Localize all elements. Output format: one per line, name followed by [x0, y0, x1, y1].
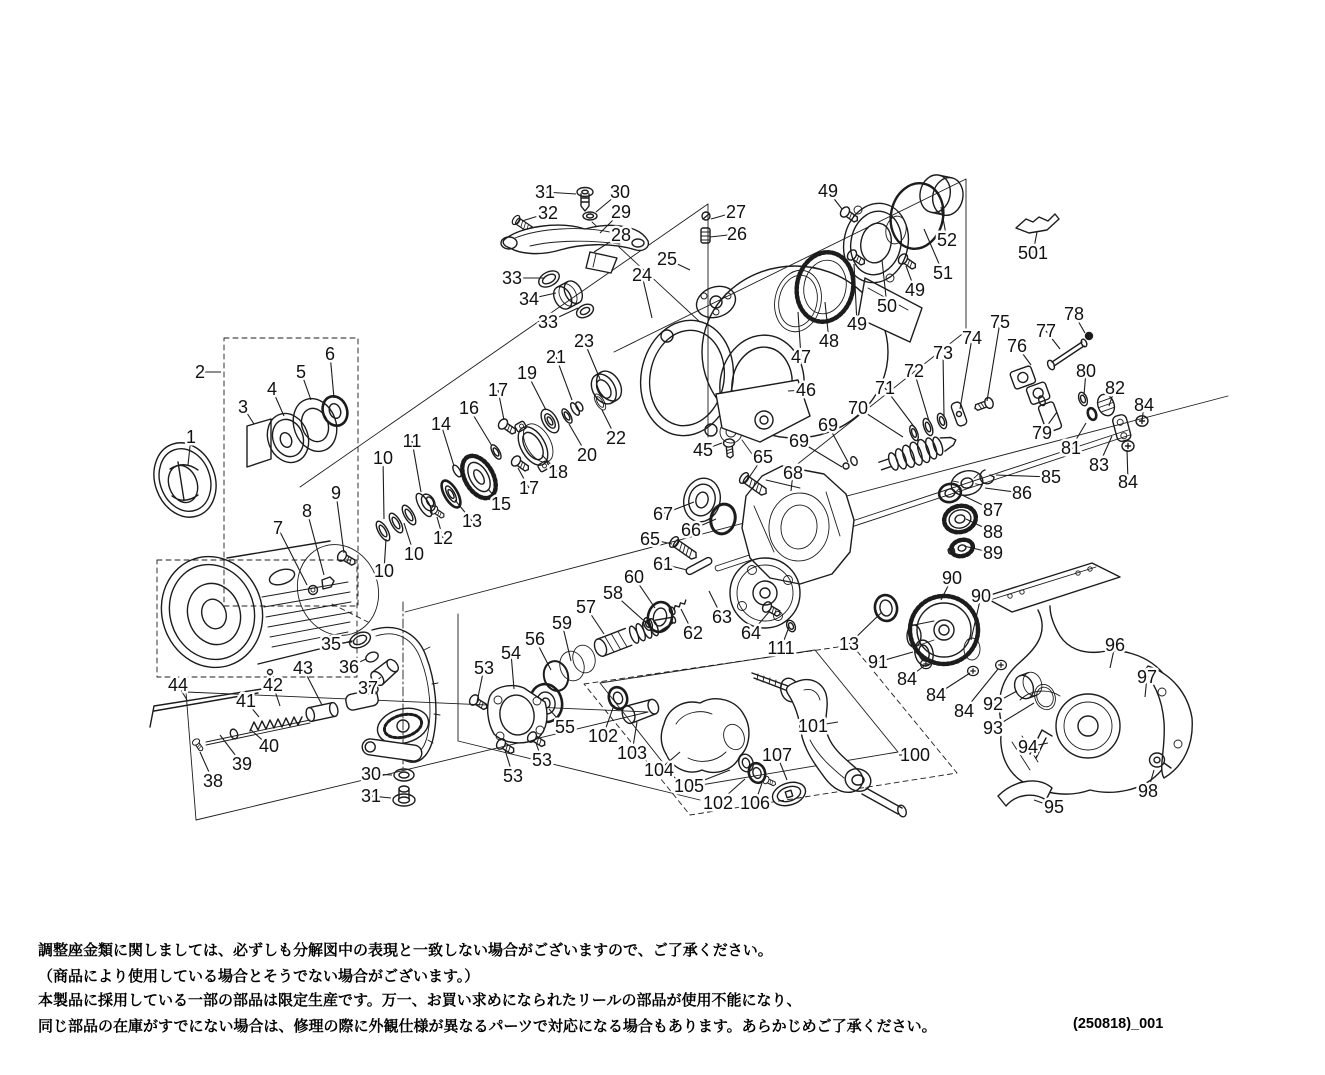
part-label-15: 15 — [490, 494, 512, 514]
part-label-71: 71 — [874, 378, 896, 398]
part-label-50: 50 — [876, 296, 898, 316]
part-label-104: 104 — [643, 760, 675, 780]
part-label-4: 4 — [266, 379, 278, 399]
part-label-107: 107 — [761, 745, 793, 765]
part-label-83: 83 — [1088, 455, 1110, 475]
part-label-24: 24 — [631, 265, 653, 285]
part-label-103: 103 — [616, 743, 648, 763]
part-label-69: 69 — [817, 415, 839, 435]
part-label-53: 53 — [502, 766, 524, 786]
part-label-73: 73 — [932, 343, 954, 363]
part-label-10: 10 — [372, 448, 394, 468]
part-label-6: 6 — [324, 344, 336, 364]
part-label-12: 12 — [432, 528, 454, 548]
part-label-16: 16 — [458, 398, 480, 418]
part-label-91: 91 — [867, 652, 889, 672]
part-label-65: 65 — [752, 447, 774, 467]
part-label-52: 52 — [936, 230, 958, 250]
part-label-33: 33 — [501, 268, 523, 288]
part-label-57: 57 — [575, 597, 597, 617]
part-label-84: 84 — [1133, 395, 1155, 415]
part-label-68: 68 — [782, 463, 804, 483]
part-label-89: 89 — [982, 543, 1004, 563]
part-label-60: 60 — [623, 567, 645, 587]
part-label-94: 94 — [1017, 737, 1039, 757]
part-label-63: 63 — [711, 607, 733, 627]
part-label-84: 84 — [896, 669, 918, 689]
part-label-5: 5 — [295, 362, 307, 382]
part-label-67: 67 — [652, 504, 674, 524]
part-label-23: 23 — [573, 331, 595, 351]
part-label-43: 43 — [292, 658, 314, 678]
part-label-82: 82 — [1104, 378, 1126, 398]
part-label-49: 49 — [817, 181, 839, 201]
note-line-4: 同じ部品の在庫がすでにない場合は、修理の際に外観仕様が異なるパーツで対応になる場合もあります。あらかじめご了承ください。 — [38, 1018, 937, 1035]
part-label-33: 33 — [537, 312, 559, 332]
part-labels — [168, 181, 1158, 817]
part-label-62: 62 — [682, 623, 704, 643]
part-label-31: 31 — [534, 182, 556, 202]
part-label-98: 98 — [1137, 781, 1159, 801]
part-label-90: 90 — [970, 586, 992, 606]
part-label-35: 35 — [320, 634, 342, 654]
part-label-9: 9 — [330, 483, 342, 503]
part-label-75: 75 — [989, 312, 1011, 332]
part-label-84: 84 — [953, 701, 975, 721]
part-label-77: 77 — [1035, 321, 1057, 341]
part-label-80: 80 — [1075, 361, 1097, 381]
part-label-88: 88 — [982, 522, 1004, 542]
part-label-53: 53 — [473, 658, 495, 678]
part-label-22: 22 — [605, 428, 627, 448]
part-label-102: 102 — [702, 793, 734, 813]
part-label-96: 96 — [1104, 635, 1126, 655]
body-housing-art — [645, 466, 854, 634]
part-label-59: 59 — [551, 613, 573, 633]
part-label-30: 30 — [609, 182, 631, 202]
part-label-64: 64 — [740, 623, 762, 643]
part-label-61: 61 — [652, 554, 674, 574]
part-label-49: 49 — [904, 280, 926, 300]
part-label-70: 70 — [847, 398, 869, 418]
part-label-81: 81 — [1060, 438, 1082, 458]
part-label-69: 69 — [788, 431, 810, 451]
part-label-37: 37 — [357, 678, 379, 698]
part-label-31: 31 — [360, 786, 382, 806]
part-label-65: 65 — [639, 529, 661, 549]
part-label-40: 40 — [258, 736, 280, 756]
part-label-101: 101 — [797, 716, 829, 736]
part-label-17: 17 — [518, 478, 540, 498]
part-label-58: 58 — [602, 583, 624, 603]
part-label-10: 10 — [403, 544, 425, 564]
part-label-7: 7 — [272, 518, 284, 538]
part-label-28: 28 — [610, 225, 632, 245]
part-label-8: 8 — [301, 501, 313, 521]
part-label-21: 21 — [545, 347, 567, 367]
part-label-46: 46 — [795, 380, 817, 400]
part-label-106: 106 — [739, 793, 771, 813]
part-label-25: 25 — [656, 249, 678, 269]
part-label-34: 34 — [518, 289, 540, 309]
part-label-42: 42 — [262, 675, 284, 695]
part-label-72: 72 — [903, 361, 925, 381]
part-label-49: 49 — [846, 314, 868, 334]
note-line-3: 本製品に採用している一部の部品は限定生産です。万一、お買い求めになられたリールの部品が使用不能になり、 — [38, 992, 802, 1009]
part-label-55: 55 — [554, 717, 576, 737]
leader-line-74 — [960, 338, 972, 409]
part-label-87: 87 — [982, 500, 1004, 520]
part-label-95: 95 — [1043, 797, 1065, 817]
part-label-47: 47 — [790, 347, 812, 367]
part-label-102: 102 — [587, 726, 619, 746]
part-label-53: 53 — [531, 750, 553, 770]
part-label-501: 501 — [1017, 243, 1049, 263]
part-label-39: 39 — [231, 754, 253, 774]
part-label-32: 32 — [537, 203, 559, 223]
part-label-54: 54 — [500, 643, 522, 663]
part-label-14: 14 — [430, 414, 452, 434]
part-label-13: 13 — [461, 511, 483, 531]
gear-train-art — [873, 467, 994, 667]
part-label-86: 86 — [1011, 483, 1033, 503]
part-label-29: 29 — [610, 202, 632, 222]
part-label-100: 100 — [899, 745, 931, 765]
part-label-84: 84 — [1117, 472, 1139, 492]
part-label-1: 1 — [185, 427, 197, 447]
document-code: (250818)_001 — [1073, 1016, 1164, 1032]
part-label-92: 92 — [982, 694, 1004, 714]
part-label-36: 36 — [338, 657, 360, 677]
note-line-2: （商品により使用している場合とそうでない場合がございます。） — [38, 968, 480, 985]
part-label-51: 51 — [932, 263, 954, 283]
part-label-84: 84 — [925, 685, 947, 705]
part-label-41: 41 — [235, 691, 257, 711]
part-label-97: 97 — [1136, 667, 1158, 687]
part-label-90: 90 — [941, 568, 963, 588]
part-label-17: 17 — [487, 380, 509, 400]
part-label-13: 13 — [838, 634, 860, 654]
note-line-1: 調整座金類に関しましては、必ずしも分解図中の表現と一致しない場合がございますので、ご了承ください。 — [38, 942, 773, 959]
part-label-44: 44 — [167, 675, 189, 695]
part-label-48: 48 — [818, 331, 840, 351]
part-label-76: 76 — [1006, 336, 1028, 356]
part-label-3: 3 — [237, 397, 249, 417]
part-label-93: 93 — [982, 718, 1004, 738]
part-label-105: 105 — [673, 776, 705, 796]
part-label-18: 18 — [547, 462, 569, 482]
part-label-85: 85 — [1040, 467, 1062, 487]
part-label-45: 45 — [692, 440, 714, 460]
part-label-111: 111 — [767, 638, 795, 658]
rotor-clip-501 — [1016, 214, 1059, 233]
leader-line-75 — [987, 322, 1000, 401]
part-label-38: 38 — [202, 771, 224, 791]
part-label-26: 26 — [726, 224, 748, 244]
part-label-79: 79 — [1031, 423, 1053, 443]
part-label-78: 78 — [1063, 304, 1085, 324]
part-label-20: 20 — [576, 445, 598, 465]
leader-lines — [178, 191, 1154, 807]
part-label-10: 10 — [373, 561, 395, 581]
part-label-56: 56 — [524, 629, 546, 649]
part-label-27: 27 — [725, 202, 747, 222]
part-label-30: 30 — [360, 764, 382, 784]
part-label-74: 74 — [961, 328, 983, 348]
part-label-66: 66 — [680, 520, 702, 540]
part-label-19: 19 — [516, 363, 538, 383]
part-label-11: 11 — [402, 431, 422, 451]
part-label-2: 2 — [194, 362, 206, 382]
